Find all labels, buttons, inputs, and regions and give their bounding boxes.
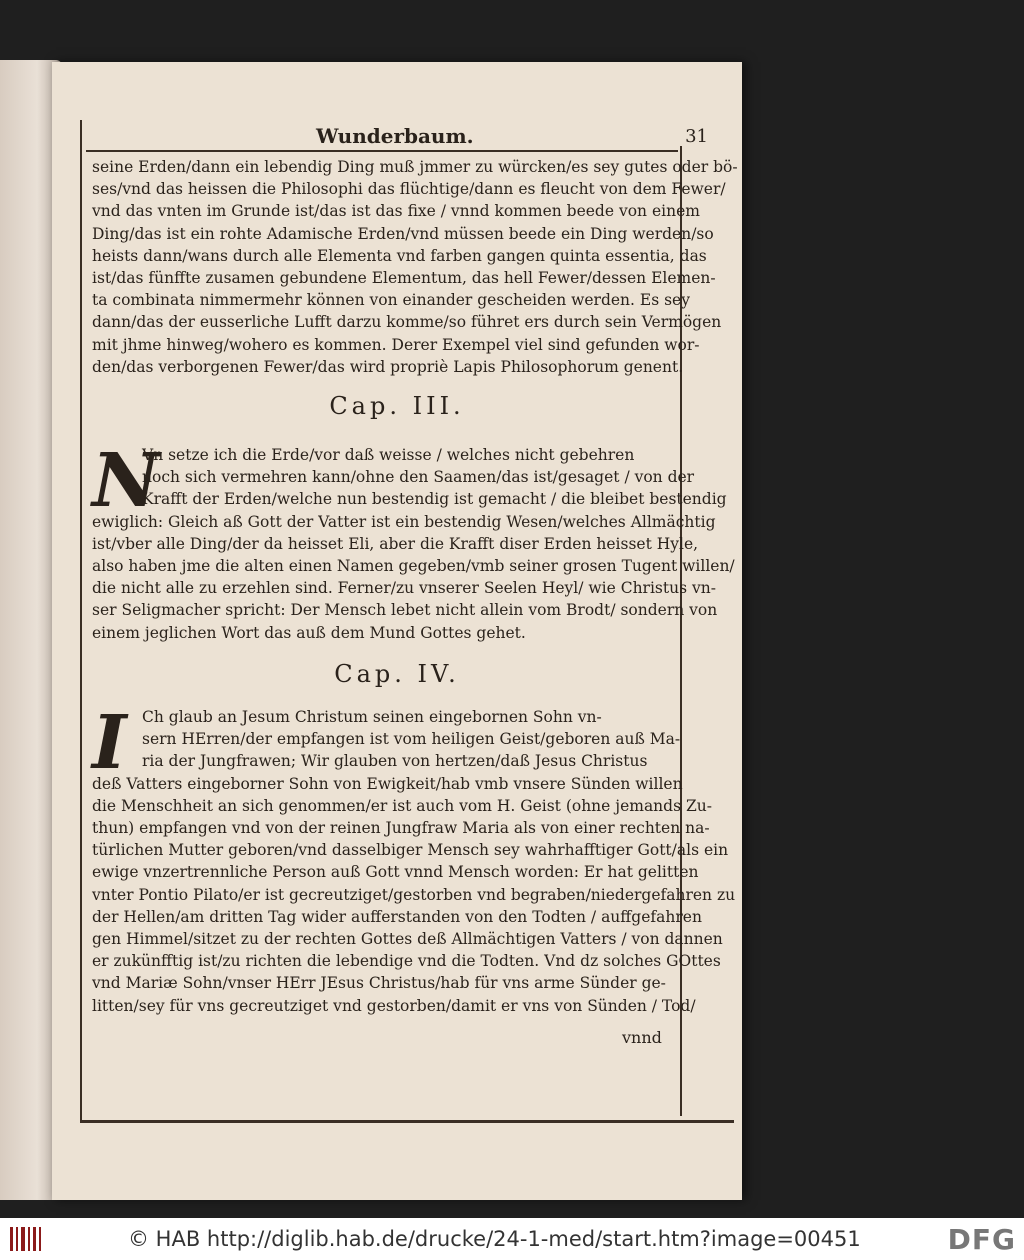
footer-bar — [0, 1218, 1024, 1260]
text-line: ewige vnzertrennliche Person auß Gott vnnd Mensch worden: Er hat gelitten — [92, 863, 699, 882]
text-line: litten/sey für vns gecreutziget vnd gestorben/damit er vns von Sünden / Tod/ — [92, 996, 696, 1015]
page-header — [86, 124, 708, 152]
text-line: noch sich vermehren kann/ohne den Saamen/das ist/gesaget / von der — [142, 468, 695, 487]
text-line: ser Seligmacher spricht: Der Mensch lebet nicht allein vom Brodt/ sondern von — [92, 601, 718, 620]
drop-capital-4: I — [92, 700, 127, 786]
book-page — [52, 62, 742, 1200]
page-number: 31 — [685, 126, 708, 147]
text-line: sern HErren/der empfangen ist vom heiligen Geist/geboren auß Ma- — [142, 730, 681, 749]
hab-barcode-logo-icon — [8, 1225, 44, 1253]
text-line: ria der Jungfrawen; Wir glauben von hertzen/daß Jesus Christus — [142, 752, 648, 771]
text-line: die Menschheit an sich genommen/er ist auch vom H. Geist (ohne jemands Zu- — [92, 796, 712, 815]
text-line: einem jeglichen Wort das auß dem Mund Gottes gehet. — [92, 623, 526, 642]
chapter-heading-3: Cap. III. — [329, 392, 465, 420]
text-line: ewiglich: Gleich aß Gott der Vatter ist ein bestendig Wesen/welches Allmächtig — [92, 512, 716, 531]
text-line: Vn setze ich die Erde/vor daß weisse / welches nicht gebehren — [142, 446, 635, 464]
text-line: thun) empfangen vnd von der reinen Jungfraw Maria als von einer rechten na- — [92, 819, 710, 838]
text-line: Ding/das ist ein rohte Adamische Erden/vnd müssen beede ein Ding werden/so — [92, 224, 714, 243]
catchword: vnnd — [622, 1028, 662, 1047]
text-line: Ch glaub an Jesum Christum seinen eingebornen Sohn vn- — [142, 708, 602, 726]
text-line: ta combinata nimmermehr können von einander gescheiden werden. Es sey — [92, 291, 690, 310]
text-line: die nicht alle zu erzehlen sind. Ferner/zu vnserer Seelen Heyl/ wie Christus vn- — [92, 579, 716, 598]
text-line: seine Erden/dann ein lebendig Ding muß jmmer zu würcken/es sey gutes oder bö- — [92, 158, 738, 176]
text-line: ses/vnd das heissen die Philosophi das flüchtige/dann es fleucht von dem Fewer/ — [92, 180, 726, 199]
drop-capital-3: N — [92, 438, 160, 524]
text-block-chapter-3 — [92, 438, 735, 644]
text-line: deß Vatters eingeborner Sohn von Ewigkeit/hab vmb vnsere Sünden willen — [92, 774, 683, 793]
chapter-heading-4: Cap. IV. — [334, 660, 460, 688]
dfg-logo: DFG — [947, 1223, 1016, 1256]
text-line: den/das verborgenen Fewer/das wird propriè Lapis Philosophorum genent. — [92, 357, 684, 376]
text-line: Krafft der Erden/welche nun bestendig ist gemacht / die bleibet bestendig — [142, 490, 727, 509]
text-line: vnter Pontio Pilato/er ist gecreutziget/gestorben vnd begraben/niedergefahren zu — [92, 885, 736, 904]
text-block-chapter-4 — [92, 700, 736, 1017]
text-line: ist/vber alle Ding/der da heisset Eli, aber die Krafft diser Erden heisset Hyle, — [92, 534, 699, 553]
text-line: dann/das der eusserliche Lufft darzu komme/so führet ers durch sein Vermögen — [92, 313, 722, 332]
footer-source-link[interactable]: © HAB http://diglib.hab.de/drucke/24-1-med/start.htm?image=00451 — [128, 1227, 861, 1251]
text-line: gen Himmel/sitzet zu der rechten Gottes deß Allmächtigen Vatters / von dannen — [92, 930, 723, 949]
text-line: vnd das vnten im Grunde ist/das ist das fixe / vnnd kommen beede von einem — [92, 202, 700, 221]
text-line: mit jhme hinweg/wohero es kommen. Derer Exempel viel sind gefunden wor- — [92, 335, 700, 354]
text-line: vnd Mariæ Sohn/vnser HErr JEsus Christus/hab für vns arme Sünder ge- — [92, 974, 666, 993]
text-line: ist/das fünffte zusamen gebundene Elementum, das hell Fewer/dessen Elemen- — [92, 269, 716, 288]
text-line: also haben jme die alten einen Namen gegeben/vmb seiner grosen Tugent willen/ — [92, 557, 735, 576]
text-line: heists dann/wans durch alle Elementa vnd farben gangen quinta essentia, das — [92, 246, 707, 265]
text-line: türlichen Mutter geboren/vnd dasselbiger Mensch sey wahrhafftiger Gott/als ein — [92, 841, 729, 860]
text-block-continued — [92, 156, 738, 378]
running-title: Wunderbaum. — [316, 124, 474, 148]
text-line: der Hellen/am dritten Tag wider aufferstanden von den Todten / auffgefahren — [92, 907, 702, 926]
text-line: er zukünfftig ist/zu richten die lebendige vnd die Todten. Vnd dz solches GOttes — [92, 952, 721, 971]
